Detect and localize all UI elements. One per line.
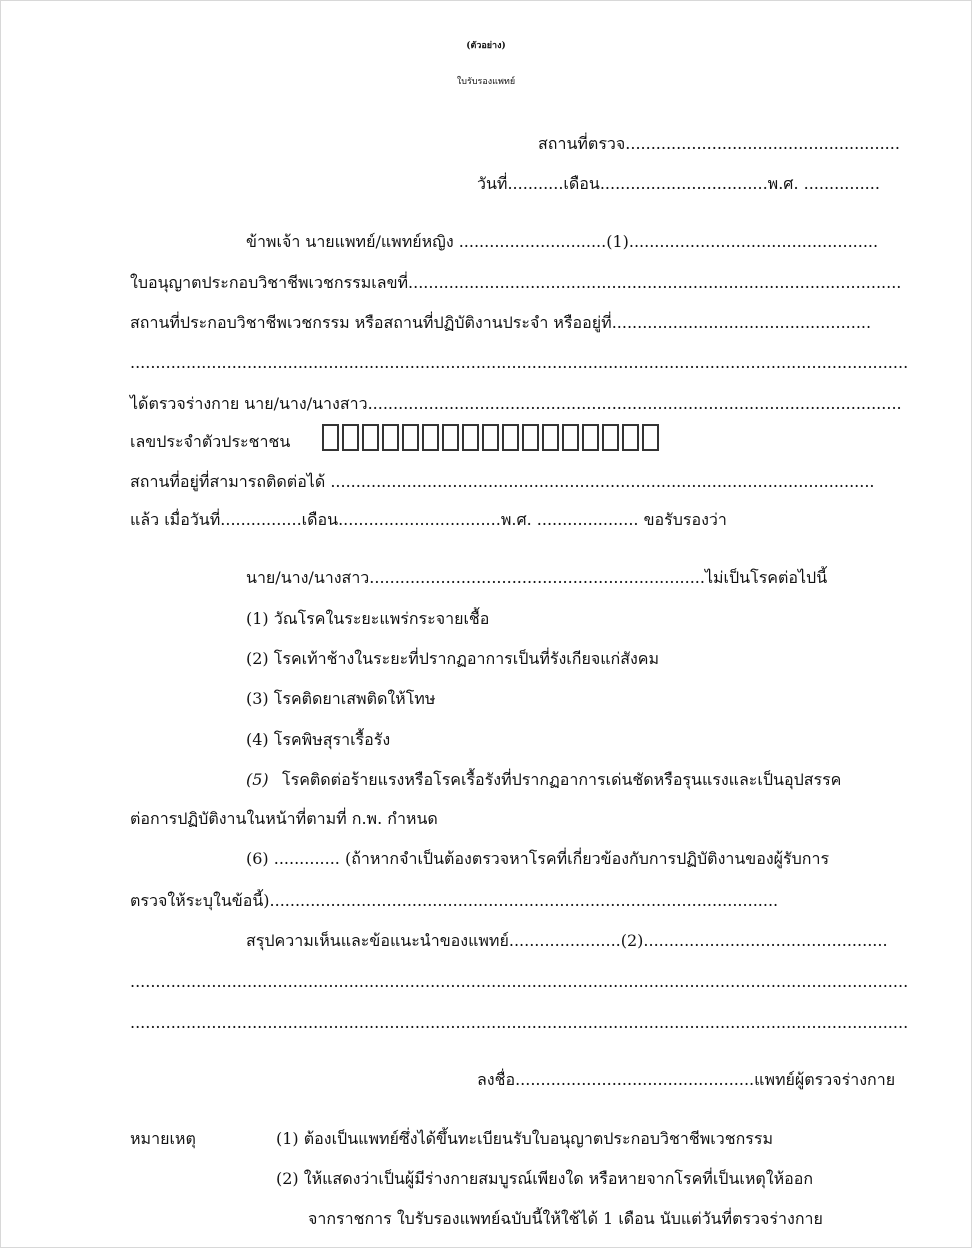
- contact-address-line: สถานที่อยู่ที่สามารถติดต่อได้ ...........................................................................................................: [130, 472, 875, 491]
- id-digit-box: [382, 424, 399, 451]
- id-digit-box: [342, 424, 359, 451]
- note-2: (2) ให้แสดงว่าเป็นผู้มีร่างกายสมบูรณ์เพียงใด หรือหายจากโรคที่เป็นเหตุให้ออก: [276, 1169, 814, 1188]
- id-digit-box: [402, 424, 419, 451]
- national-id-boxes: [322, 424, 659, 451]
- signature-line: ลงชื่อ...............................................แพทย์ผู้ตรวจร่างกาย: [477, 1070, 896, 1089]
- id-digit-box: [362, 424, 379, 451]
- workplace-line: สถานที่ประกอบวิชาชีพเวชกรรม หรือสถานที่ปฏิบัติงานประจำ หรืออยู่ที่...................................................: [130, 313, 872, 332]
- id-digit-box: [422, 424, 439, 451]
- date-line: วันที่...........เดือน.................................พ.ศ. ...............: [477, 174, 880, 193]
- id-digit-box: [322, 424, 339, 451]
- id-digit-box: [502, 424, 519, 451]
- exam-date-line: แล้ว เมื่อวันที่................เดือน................................พ.ศ. .................... ขอรับรองว่า: [130, 510, 727, 529]
- exam-place-line: สถานที่ตรวจ......................................................: [538, 134, 900, 153]
- disease-item-1: (1) วัณโรคในระยะแพร่กระจายเชื้อ: [246, 609, 490, 628]
- note-2-continuation: จากราชการ ใบรับรองแพทย์ฉบับนี้ให้ใช้ได้ 1 เดือน นับแต่วันที่ตรวจร่างกาย: [308, 1209, 823, 1228]
- disease-item-5: โรคติดต่อร้ายแรงหรือโรคเรื้อรังที่ปรากฏอาการเด่นชัดหรือรุนแรงและเป็นอุปสรรค: [282, 770, 842, 789]
- note-1: (1) ต้องเป็นแพทย์ซึ่งได้ขึ้นทะเบียนรับใบอนุญาตประกอบวิชาชีพเวชกรรม: [276, 1129, 774, 1148]
- summary-continuation-1: .........................................................................................................................................................: [130, 972, 909, 991]
- license-number-line: ใบอนุญาตประกอบวิชาชีพเวชกรรมเลขที่.................................................................................................: [130, 273, 902, 292]
- national-id-label: เลขประจำตัวประชาชน: [130, 432, 291, 451]
- id-digit-box: [622, 424, 639, 451]
- id-digit-box: [542, 424, 559, 451]
- summary-continuation-2: .........................................................................................................................................................: [130, 1013, 909, 1032]
- disease-item-5-number: (5): [246, 770, 269, 789]
- id-digit-box: [442, 424, 459, 451]
- id-digit-box: [482, 424, 499, 451]
- id-digit-box: [582, 424, 599, 451]
- workplace-continuation: .........................................................................................................................................................: [130, 353, 909, 372]
- id-digit-box: [602, 424, 619, 451]
- disease-item-2: (2) โรคเท้าช้างในระยะที่ปรากฏอาการเป็นที่รังเกียจแก่สังคม: [246, 649, 660, 668]
- id-digit-box: [562, 424, 579, 451]
- document-title: ใบรับรองแพทย์: [456, 77, 516, 87]
- doctor-name-line: ข้าพเจ้า นายแพทย์/แพทย์หญิง .............................(1).................................................: [246, 232, 879, 251]
- examined-person-line: ได้ตรวจร่างกาย นาย/นาง/นางสาว.........................................................................................................: [130, 394, 902, 413]
- disease-item-3: (3) โรคติดยาเสพติดให้โทษ: [246, 689, 436, 708]
- doctor-summary-line: สรุปความเห็นและข้อแนะนำของแพทย์......................(2)................................................: [246, 931, 888, 950]
- disease-item-6: (6) ............. (ถ้าหากจำเป็นต้องตรวจหาโรคที่เกี่ยวข้องกับการปฏิบัติงานของผู้รับการ: [246, 849, 830, 868]
- disease-item-4: (4) โรคพิษสุราเรื้อรัง: [246, 730, 391, 749]
- sample-heading: (ตัวอย่าง): [466, 41, 506, 51]
- disease-item-6-continuation: ตรวจให้ระบุในข้อนี้)....................................................................................................: [130, 891, 779, 910]
- id-digit-box: [522, 424, 539, 451]
- disease-item-5-continuation: ต่อการปฏิบัติงานในหน้าที่ตามที่ ก.พ. กำหนด: [130, 809, 438, 828]
- id-digit-box: [462, 424, 479, 451]
- id-digit-box: [642, 424, 659, 451]
- note-label: หมายเหตุ: [130, 1129, 196, 1148]
- certified-person-line: นาย/นาง/นางสาว..................................................................ไม่เป็นโรคต่อไปนี้: [246, 568, 828, 587]
